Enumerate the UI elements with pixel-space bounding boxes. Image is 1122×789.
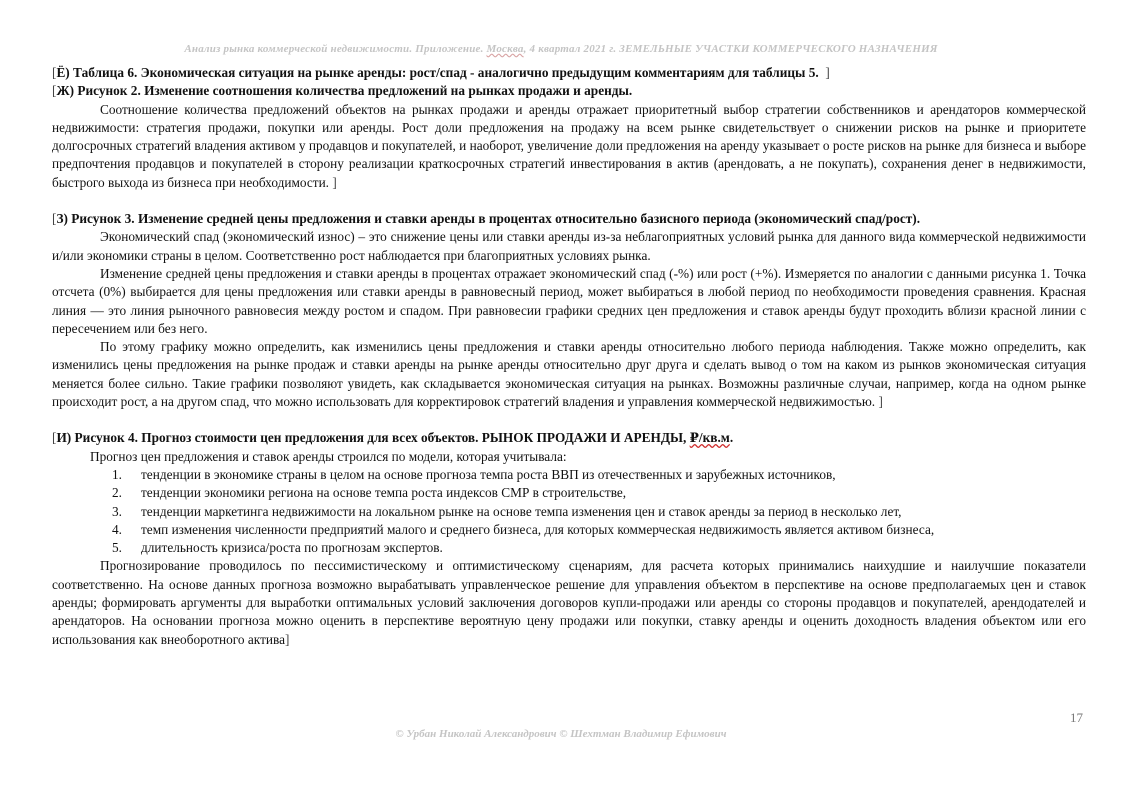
- list-item: [112, 521, 1086, 539]
- comment-bracket: [: [52, 83, 57, 99]
- list-number: 5.: [112, 540, 122, 556]
- section-z-heading: [52, 210, 1086, 228]
- section-z-paragraph-2: Изменение средней цены предложения и ставки аренды в процентах отражает экономический спад (-%) или рост (+%). Измеряется по аналогии с данными рисунка 1. Точка отсчета (0%) выбирается для цены предложения или ставки аренды в равновесный период, может выбираться в любой период по необходимости проведения сравнения. Красная линия — это линия рыночного равновесия между ростом и спадом. При равновесии графики средних цен предложения и ставок аренды будут проходить вблизи красной линии с пересечением или без него.: [52, 265, 1086, 336]
- paragraph-text: Соотношение количества предложений объектов на рынках продажи и аренды отражает приоритетный выбор стратегии собственников и арендаторов коммерческой недвижимости: стратегия продажи, покупки или аренды. Рост доли предложения на продажу на всем рынке свидетельствует о снижении рисков на рынке и приоритете долгосрочных стратегий владения активом у продавцов и покупателей, и наоборот, увеличение доли предложения на аренду указывает о росте рисков на рынке для бизнеса и выборе предпочтения продавцов и покупателей в сторону реализации краткосрочных стратегий инвестирования в актив (арендовать, а не покупать), сохранения денег в недвижимости, быстрого выхода из бизнеса при необходимости.: [52, 101, 1086, 190]
- section-z-paragraph-3: [52, 338, 1086, 411]
- factor-list: [52, 466, 1086, 557]
- header-text: Анализ рынка коммерческой недвижимости. Приложение.: [184, 43, 487, 55]
- list-item-text: длительность кризиса/роста по прогнозам экспертов.: [141, 540, 443, 556]
- section-zh-heading-text: Ж) Рисунок 2. Изменение соотношения количества предложений на рынках продажи и аренды.: [56, 83, 633, 99]
- comment-bracket: ]: [875, 394, 883, 410]
- comment-bracket: [: [52, 430, 57, 446]
- list-number: 3.: [112, 503, 122, 519]
- list-item-text: тенденции маркетинга недвижимости на локальном рынке на основе темпа изменения цен и ставок аренды за период в несколько лет,: [141, 503, 902, 519]
- list-item-text: тенденции в экономике страны в целом на основе прогноза темпа роста ВВП из отечественных и зарубежных источников,: [141, 466, 836, 482]
- section-e-heading-text: Ё) Таблица 6. Экономическая ситуация на рынке аренды: рост/спад - аналогично предыдущим комментариям для таблицы 5.: [56, 65, 819, 80]
- section-zh-paragraph: [52, 101, 1086, 192]
- section-e-heading: [52, 64, 1086, 82]
- list-item: [112, 503, 1086, 521]
- list-item-text: тенденции экономики региона на основе темпа роста индексов СМР в строительстве,: [141, 485, 627, 501]
- section-i-paragraph: [52, 557, 1086, 648]
- section-i-heading-text: И) Рисунок 4. Прогноз стоимости цен предложения для всех объектов. РЫНОК ПРОДАЖИ И АРЕНДЫ,: [56, 430, 690, 446]
- paragraph-text: Прогнозирование проводилось по пессимистическому и оптимистическому сценариям, для расчета которых принимались наихудшие и наилучшие показатели соответственно. На основе данных прогноза возможно вырабатывать управленческое решение для управления объектом в перспективе на основе предполагаемых цен и ставок аренды; формировать аргументы для выработки оптимальных условий заключения договоров купли-продажи или аренды со стороны продавцов и покупателей, арендодателей и арендаторов. На основании прогноза можно оценить в перспективе вероятную цену продажи или покупки, ставку аренды и оценить доходность владения объектом или его использования как внеоборотного актива: [52, 558, 1086, 647]
- paragraph-text: По этому графику можно определить, как изменились цены предложения и ставки аренды относительно любого периода наблюдения. Также можно определить, как изменились цены предложения на рынке продаж и ставки аренды на рынке аренды относительно друг друга и сделать вывод о том на каком из рынков экономическая ситуация меняется более сильно. Такие графики позволяют увидеть, как складывается экономическая ситуация на рынках. Возможны различные случаи, например, когда на одном рынке происходит рост, а на другом спад, что можно использовать для корректировок стратегий владения и управления коммерческой недвижимостью.: [52, 339, 1086, 410]
- header-text-2: , 4 квартал 2021 г. ЗЕМЕЛЬНЫЕ УЧАСТКИ КОММЕРЧЕСКОГО НАЗНАЧЕНИЯ: [523, 43, 938, 55]
- list-number: 4.: [112, 521, 122, 537]
- spacer: [52, 192, 1086, 210]
- document-body: [52, 64, 1086, 649]
- comment-bracket: ]: [818, 65, 830, 80]
- page-footer: © Урбан Николай Александрович © Шехтман Владимир Ефимович: [395, 728, 727, 740]
- header-city: Москва: [486, 43, 524, 55]
- comment-bracket: ]: [329, 174, 337, 190]
- page-number: 17: [1070, 710, 1083, 725]
- section-i-heading-unit: ₽/кв.м: [689, 430, 730, 446]
- list-number: 1.: [112, 466, 122, 482]
- list-item: [112, 466, 1086, 484]
- section-zh-heading: [52, 82, 1086, 100]
- section-i-heading-end: .: [729, 430, 734, 446]
- list-number: 2.: [112, 485, 122, 501]
- spacer: [52, 411, 1086, 429]
- list-item: [112, 539, 1086, 557]
- comment-bracket: [: [52, 211, 57, 227]
- comment-bracket: ]: [285, 631, 290, 647]
- list-item-text: темп изменения численности предприятий малого и среднего бизнеса, для которых коммерческая недвижимость является активом бизнеса,: [141, 521, 935, 537]
- section-z-paragraph-1: Экономический спад (экономический износ) – это снижение цены или ставки аренды из-за неблагоприятных условий рынка для данного вида коммерческой недвижимости и/или экономики страны в целом. Соответственно рост наблюдается при благоприятных условиях рынка.: [52, 229, 1086, 263]
- comment-bracket: [: [52, 65, 57, 80]
- section-i-intro: Прогноз цен предложения и ставок аренды строился по модели, которая учитывала:: [90, 448, 567, 464]
- list-item: [112, 484, 1086, 502]
- page-header: [0, 43, 1122, 55]
- section-z-heading-text: З) Рисунок 3. Изменение средней цены предложения и ставки аренды в процентах относительно базисного периода (экономический спад/рост).: [56, 211, 921, 227]
- section-i-heading: [52, 429, 1086, 447]
